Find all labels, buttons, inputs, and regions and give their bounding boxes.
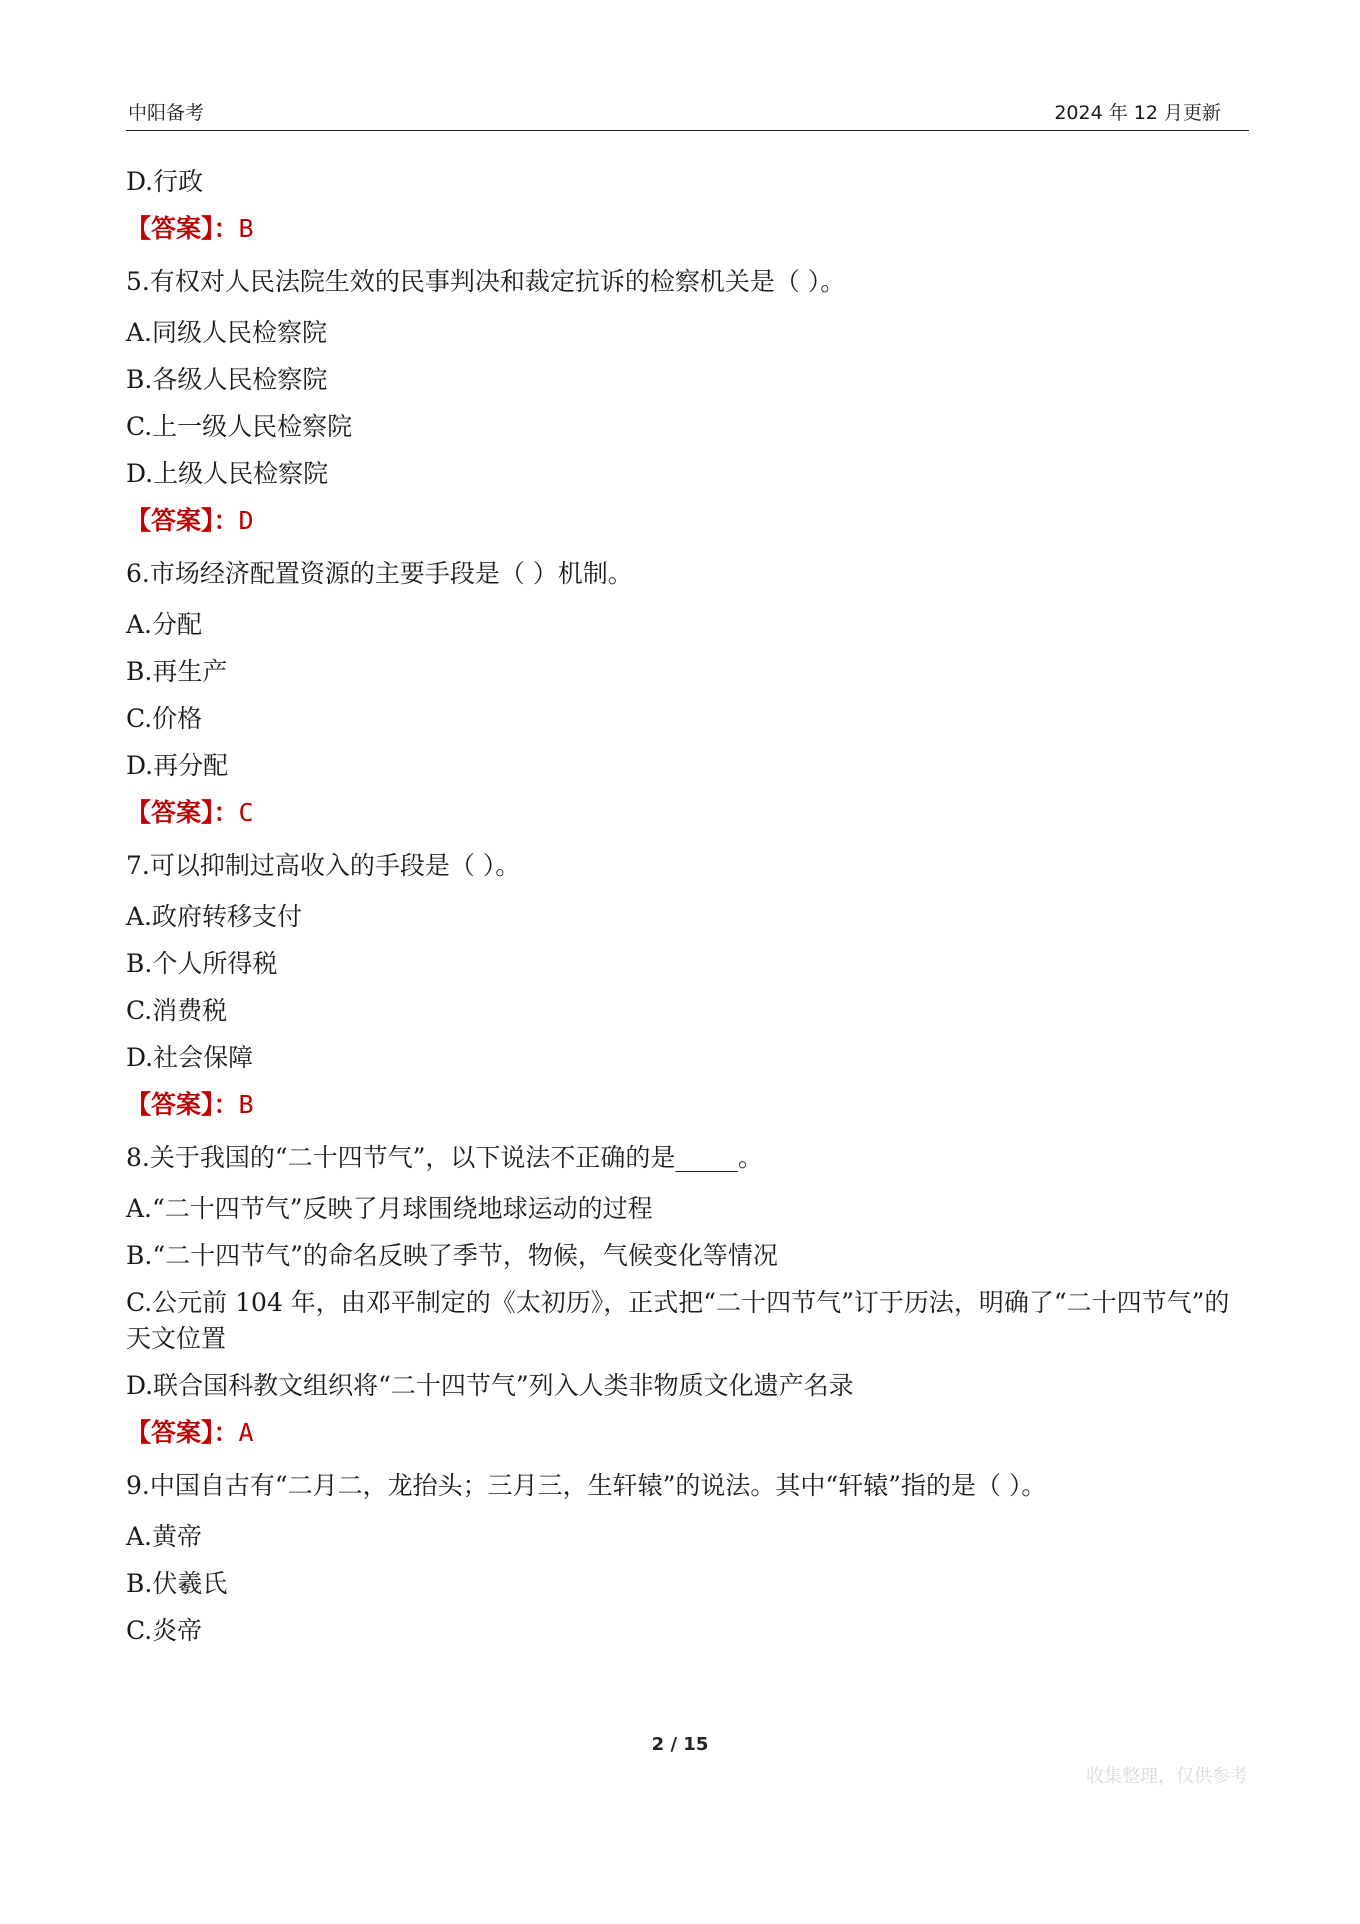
option-item: B.个人所得税 bbox=[126, 949, 278, 978]
answer-label: 【答案】： bbox=[126, 1090, 239, 1119]
option-item: D.社会保障 bbox=[126, 1043, 254, 1072]
header-update-date: 2024 年 12 月更新 bbox=[1054, 102, 1221, 124]
answer-label: 【答案】： bbox=[126, 1418, 239, 1447]
option-item: D.联合国科教文组织将“二十四节气”列入人类非物质文化遗产名录 bbox=[126, 1371, 854, 1400]
option-item: A.黄帝 bbox=[126, 1522, 203, 1551]
answer-value: D bbox=[238, 506, 254, 535]
answer-line bbox=[126, 795, 1249, 831]
option-item: C.上一级人民检察院 bbox=[126, 412, 353, 441]
option-item: B.伏羲氏 bbox=[126, 1569, 228, 1598]
answer-label: 【答案】： bbox=[126, 214, 239, 243]
option-item: B.“二十四节气”的命名反映了季节，物候，气候变化等情况 bbox=[126, 1241, 778, 1270]
option-item: A.“二十四节气”反映了月球围绕地球运动的过程 bbox=[126, 1194, 653, 1223]
answer-value: C bbox=[238, 798, 254, 827]
question-text: 5.有权对人民法院生效的民事判决和裁定抗诉的检察机关是（ ）。 bbox=[126, 267, 846, 296]
option-item: D.行政 bbox=[126, 167, 204, 196]
option-item: C.公元前 104 年，由邓平制定的《太初历》，正式把“二十四节气”订于历法，明确了“二十四节气”的天文位置 bbox=[126, 1288, 1230, 1353]
option-item: D.再分配 bbox=[126, 751, 229, 780]
option-item: D.上级人民检察院 bbox=[126, 459, 329, 488]
question-text: 6.市场经济配置资源的主要手段是（ ）机制。 bbox=[126, 559, 633, 588]
page-number: 2 / 15 bbox=[651, 1734, 709, 1755]
answer-line bbox=[126, 1087, 1249, 1123]
answer-line bbox=[126, 211, 1249, 247]
option-item: A.政府转移支付 bbox=[126, 902, 303, 931]
option-item: A.分配 bbox=[126, 610, 203, 639]
header-brand: 中阳备考 bbox=[128, 102, 205, 124]
option-item: C.消费税 bbox=[126, 996, 228, 1025]
question-text: 7.可以抑制过高收入的手段是（ ）。 bbox=[126, 851, 521, 880]
document-body bbox=[126, 164, 1249, 1660]
watermark: 收集整理，仅供参考 bbox=[1086, 1766, 1248, 1787]
question-text: 8.关于我国的“二十四节气”，以下说法不正确的是_____。 bbox=[126, 1143, 763, 1172]
answer-label: 【答案】： bbox=[126, 506, 239, 535]
option-item: C.价格 bbox=[126, 704, 203, 733]
answer-value: A bbox=[238, 1418, 254, 1447]
answer-value: B bbox=[238, 1090, 254, 1119]
question-text: 9.中国自古有“二月二，龙抬头；三月三，生轩辕”的说法。其中“轩辕”指的是（ ）。 bbox=[126, 1471, 1047, 1500]
page-header bbox=[126, 96, 1249, 131]
option-item: C.炎帝 bbox=[126, 1616, 203, 1645]
answer-line bbox=[126, 503, 1249, 539]
answer-label: 【答案】： bbox=[126, 798, 239, 827]
option-item: A.同级人民检察院 bbox=[126, 318, 328, 347]
answer-value: B bbox=[238, 214, 254, 243]
option-item: B.再生产 bbox=[126, 657, 228, 686]
option-item: B.各级人民检察院 bbox=[126, 365, 328, 394]
answer-line bbox=[126, 1415, 1249, 1451]
